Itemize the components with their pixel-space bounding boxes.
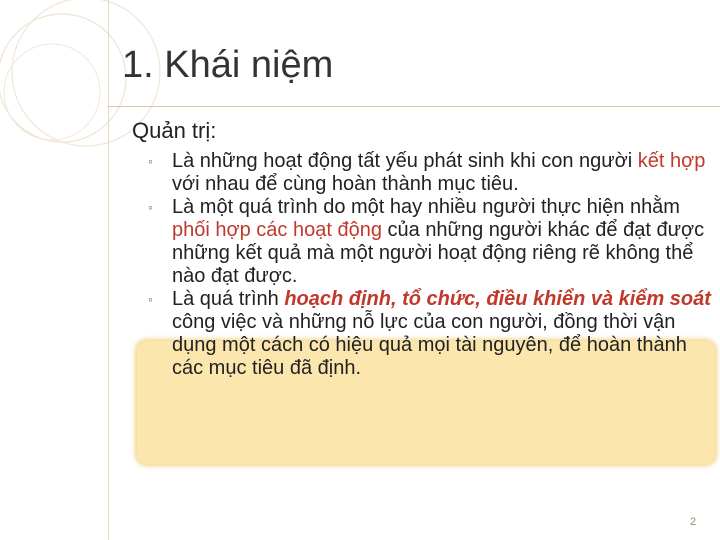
bullet-list (148, 150, 714, 380)
bullet-text: của những người khác để đạt được những kết quả mà một người hoạt động riêng rẽ không thể nào đạt được. (172, 219, 705, 287)
list-item (148, 196, 714, 288)
bullet-emphasis: phối hợp các hoạt động (172, 219, 382, 241)
bullet-emphasis: hoạch định, tổ chức, điều khiển và kiểm soát (284, 288, 711, 310)
bullet-marker-icon: ◦ (148, 199, 153, 215)
bullet-text: Là những hoạt động tất yếu phát sinh khi con người (172, 150, 638, 172)
title-divider (108, 106, 720, 107)
bullet-marker-icon: ◦ (148, 153, 153, 169)
bullet-marker-icon: ◦ (148, 291, 153, 307)
bullet-text: Là một quá trình do một hay nhiều người thực hiện nhằm (172, 196, 680, 218)
decorative-vertical-line (108, 0, 109, 540)
bullet-text: với nhau để cùng hoàn thành mục tiêu. (172, 173, 519, 195)
list-item (148, 150, 714, 196)
bullet-text: công việc và những nỗ lực của con người, đồng thời vận dụng một cách có hiệu quả mọi tài nguyên, để hoàn thành các mục tiêu đã định. (172, 311, 687, 379)
slide-title: 1. Khái niệm (122, 44, 334, 86)
page-number: 2 (690, 516, 697, 528)
section-label: Quản trị: (132, 118, 217, 143)
bullet-emphasis: kết hợp (637, 150, 706, 172)
bullet-text: Là quá trình (172, 288, 285, 310)
list-item (148, 288, 714, 380)
section-heading (130, 118, 216, 144)
